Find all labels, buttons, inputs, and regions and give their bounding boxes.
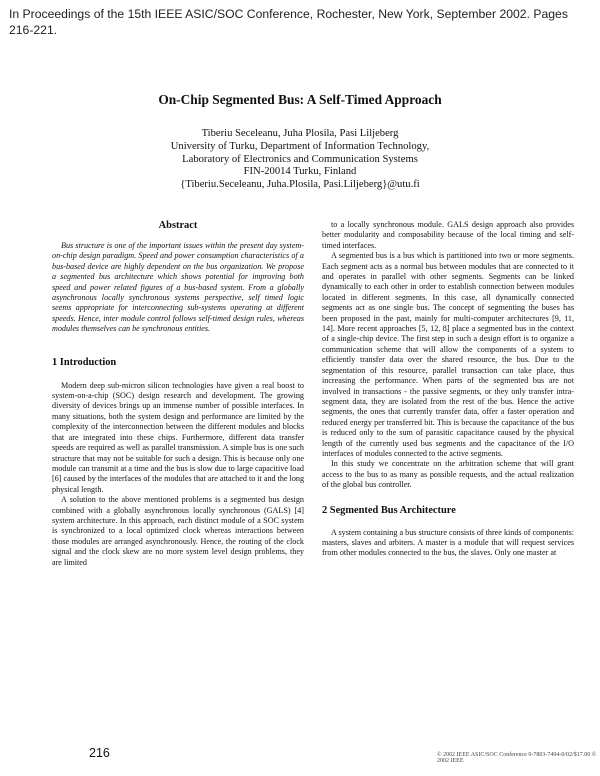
introduction-heading: 1 Introduction — [52, 356, 117, 368]
paper-title: On-Chip Segmented Bus: A Self-Timed Approach — [158, 92, 442, 107]
postal-address: FIN-20014 Turku, Finland — [243, 166, 357, 178]
right-paragraph-4: A system containing a bus structure consists of three kinds of components: masters, slaves and arbiters. A master is a module that will request services from other modules connected to the bus, the slaves. Only one master at — [322, 527, 574, 558]
page-number: 216 — [89, 746, 110, 760]
intro-paragraph-2: A solution to the above mentioned problems is a segmented bus design combined with a globally asynchronous locally synchronous (GALS) [4] system architecture. In this approach, each distinct module of a SOC system is synchronized to a local optimized clock whereas interactions between those modules are arranged asynchronously. Hence, the routing of the clock signal and the clock skew are no more system level design problems, they are limited — [52, 495, 304, 567]
author-block — [0, 128, 600, 192]
author-emails: {Tiberiu.Seceleanu, Juha.Plosila, Pasi.Liljeberg}@utu.fi — [180, 179, 420, 191]
affiliation-line-1: University of Turku, Department of Information Technology, — [170, 140, 430, 152]
citation-header: In Proceedings of the 15th IEEE ASIC/SOC Conference, Rochester, New York, September 2002. Pages 216-221. — [9, 7, 568, 37]
right-paragraph-3: In this study we concentrate on the arbitration scheme that will grant access to the bus to as many as possible requests, and the actual realization of the global bus controller. — [322, 459, 574, 490]
right-paragraph-1: to a locally synchronous module. GALS design approach also provides better modularity and composability because of the local timing and self-timed interfaces. — [322, 220, 574, 250]
author-names: Tiberiu Seceleanu, Juha Plosila, Pasi Liljeberg — [201, 128, 399, 139]
copyright-notice: © 2002 IEEE ASIC/SOC Conference 0-7803-7494-0/02/$17.00 © 2002 IEEE — [437, 752, 597, 764]
right-paragraph-2: A segmented bus is a bus which is partitioned into two or more segments. Each segment acts as a normal bus between modules that are connected to it and operates in parallel with other segments. Segments can be linked dynamically to each other in order to establish connection between modules located in different segments. In this case, all dynamically connected segments act as one single bus. The concept of segmenting the buses has been proposed in the past, mainly for multi-computer architectures [9, 11, 14]. More recent approaches [5, 12, 8] place a segmented bus in the context of a single-chip device. The first step in such a design effort is to organize a communication scheme that will allow the components of a system to efficiently transfer data over the shared resource, the bus. Due to the segmentation of this resource, parallel transaction can take place, thus increasing the performance. When parts of the segmented bus are not involved in transactions - the passive segments, or they only transfer intra-segment data, they are isolated from the rest of the bus. Hence the active segments, the ones that currently transfer data, offer a faster operation and reduced energy per transferred bit. This is because the capacitance of the bus is reduced only to the sum of parasitic capacitance caused by the physical length of the currently used bus segments and the capacitance of the I/O interfaces of modules connected to the active segments. — [322, 251, 574, 458]
right-column — [322, 220, 574, 559]
left-column — [52, 220, 304, 568]
intro-paragraph-1: Modern deep sub-micron silicon technologies have given a real boost to system-on-a-chip (SOC) design research and development. The growing diversity of devices brings up an immense number of possible interfaces. In many situations, both the system design and performance are limited by the complexity of the interconnection between the different modules and blocks that are integrated into these chips. Furthermore, different data transfer speeds are required as well as parallel transmission. A simple bus is one such structure that may not be suitable for such a design. This is because only one module can transmit at a time and the bus is slow due to large capacitive load [6] caused by the interfaces of the modules that are attached to it and the long physical length. — [52, 380, 305, 494]
section-2-heading: 2 Segmented Bus Architecture — [322, 504, 456, 516]
abstract-text: Bus structure is one of the important issues within the present day system-on-chip design paradigm. Speed and power consumption characteristics of a bus-based device are highly dependent on the bus organization. We propose a segmented bus architecture which shows potential for improving both speed and power related figures of a bus-based system. From a globally asynchronous locally synchronous systems perspective, self timed logic seems appropriate for interconnecting sub-systems operating at different speeds. Hence, inter module control follows self-timed design rules, whereas modules themselves can be synchronous entities. — [52, 241, 304, 334]
abstract-heading: Abstract — [158, 220, 198, 231]
affiliation-line-2: Laboratory of Electronics and Communication Systems — [182, 153, 418, 165]
